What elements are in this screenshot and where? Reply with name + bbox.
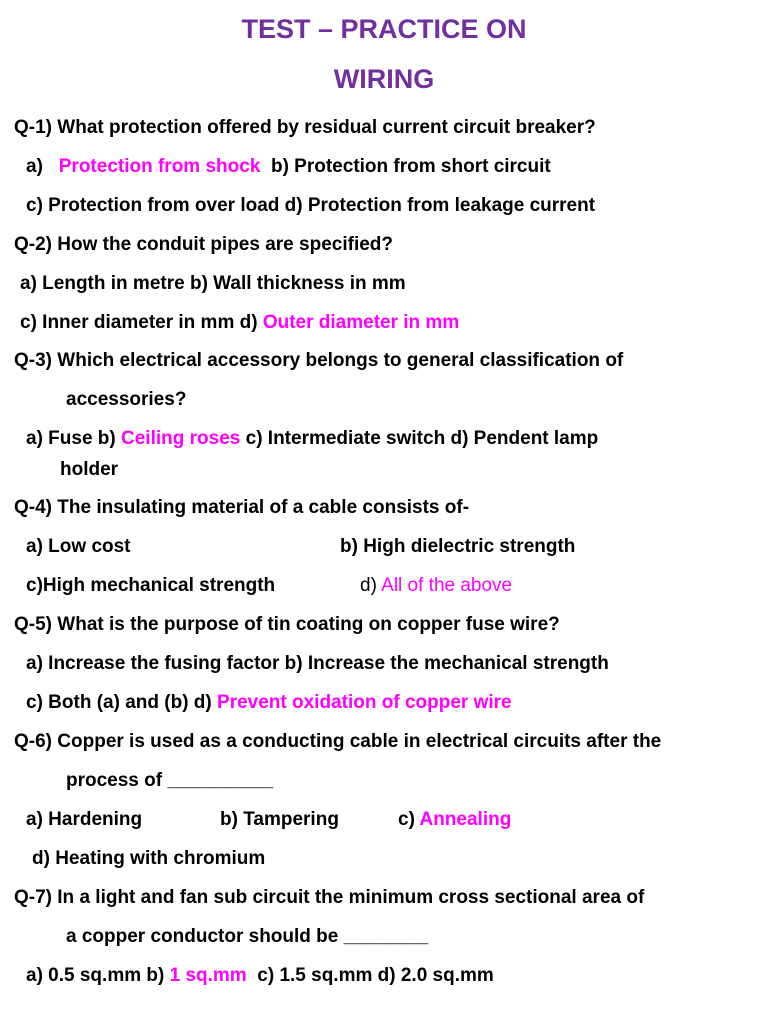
- q7-options-row: [26, 964, 494, 988]
- q1-a-prefix: a): [26, 156, 43, 177]
- q6-question: Q-6) Copper is used as a conducting cable in electrical circuits after the: [14, 731, 662, 752]
- q3-answer-b: Ceiling roses: [121, 428, 241, 449]
- q6-option-d: d) Heating with chromium: [32, 848, 266, 869]
- q7-question-continued: a copper conductor should be ________: [66, 926, 429, 947]
- q1-option-a-row: [26, 155, 551, 179]
- q5-question: Q-5) What is the purpose of tin coating on copper fuse wire?: [14, 614, 560, 635]
- q3-options-cd: c) Intermediate switch d) Pendent lamp: [245, 428, 599, 449]
- q2-options-cd-row: [20, 311, 459, 335]
- q6-option-c-row: [398, 808, 511, 832]
- q4-d-prefix: d): [360, 575, 377, 596]
- q6-option-a: a) Hardening: [26, 809, 143, 830]
- q6-option-b: b) Tampering: [220, 809, 339, 830]
- q6-answer-c: Annealing: [419, 809, 512, 830]
- q7-answer-b: 1 sq.mm: [169, 965, 247, 986]
- q1-option-b: b) Protection from short circuit: [270, 156, 551, 177]
- q3-question: Q-3) Which electrical accessory belongs to general classification of: [14, 350, 624, 371]
- q4-option-b: b) High dielectric strength: [340, 536, 576, 557]
- q5-answer-d: Prevent oxidation of copper wire: [217, 692, 512, 713]
- q5-options-cd-row: [26, 691, 512, 715]
- q5-option-c: c) Both (a) and (b) d): [26, 692, 212, 713]
- q6-c-prefix: c): [398, 809, 415, 830]
- q4-question: Q-4) The insulating material of a cable consists of-: [14, 497, 470, 518]
- q7-option-a: a) 0.5 sq.mm b): [26, 965, 165, 986]
- q4-option-a: a) Low cost: [26, 536, 131, 557]
- q3-options-continued: holder: [60, 459, 119, 480]
- q3-question-continued: accessories?: [66, 389, 187, 410]
- q4-option-c: c)High mechanical strength: [26, 575, 276, 596]
- q2-answer-d: Outer diameter in mm: [262, 312, 460, 333]
- q1-options-cd: c) Protection from over load d) Protection from leakage current: [26, 195, 596, 216]
- q2-options-ab: a) Length in metre b) Wall thickness in mm: [20, 273, 406, 294]
- q7-options-cd: c) 1.5 sq.mm d) 2.0 sq.mm: [257, 965, 494, 986]
- q1-answer-a: Protection from shock: [58, 156, 261, 177]
- q4-answer-d: All of the above: [381, 575, 513, 596]
- worksheet-title-line-2: WIRING: [333, 64, 435, 94]
- q3-options-row: [26, 427, 598, 451]
- q5-options-ab: a) Increase the fusing factor b) Increase the mechanical strength: [26, 653, 609, 674]
- worksheet-title-line-1: TEST – PRACTICE ON: [241, 14, 527, 44]
- q2-question: Q-2) How the conduit pipes are specified?: [14, 234, 393, 255]
- q7-question: Q-7) In a light and fan sub circuit the minimum cross sectional area of: [14, 887, 645, 908]
- q1-question: Q-1) What protection offered by residual current circuit breaker?: [14, 117, 596, 138]
- q6-question-continued: process of __________: [66, 770, 274, 791]
- q2-option-c: c) Inner diameter in mm d): [20, 312, 258, 333]
- q4-option-d-row: [360, 574, 512, 598]
- q3-option-a: a) Fuse b): [26, 428, 116, 449]
